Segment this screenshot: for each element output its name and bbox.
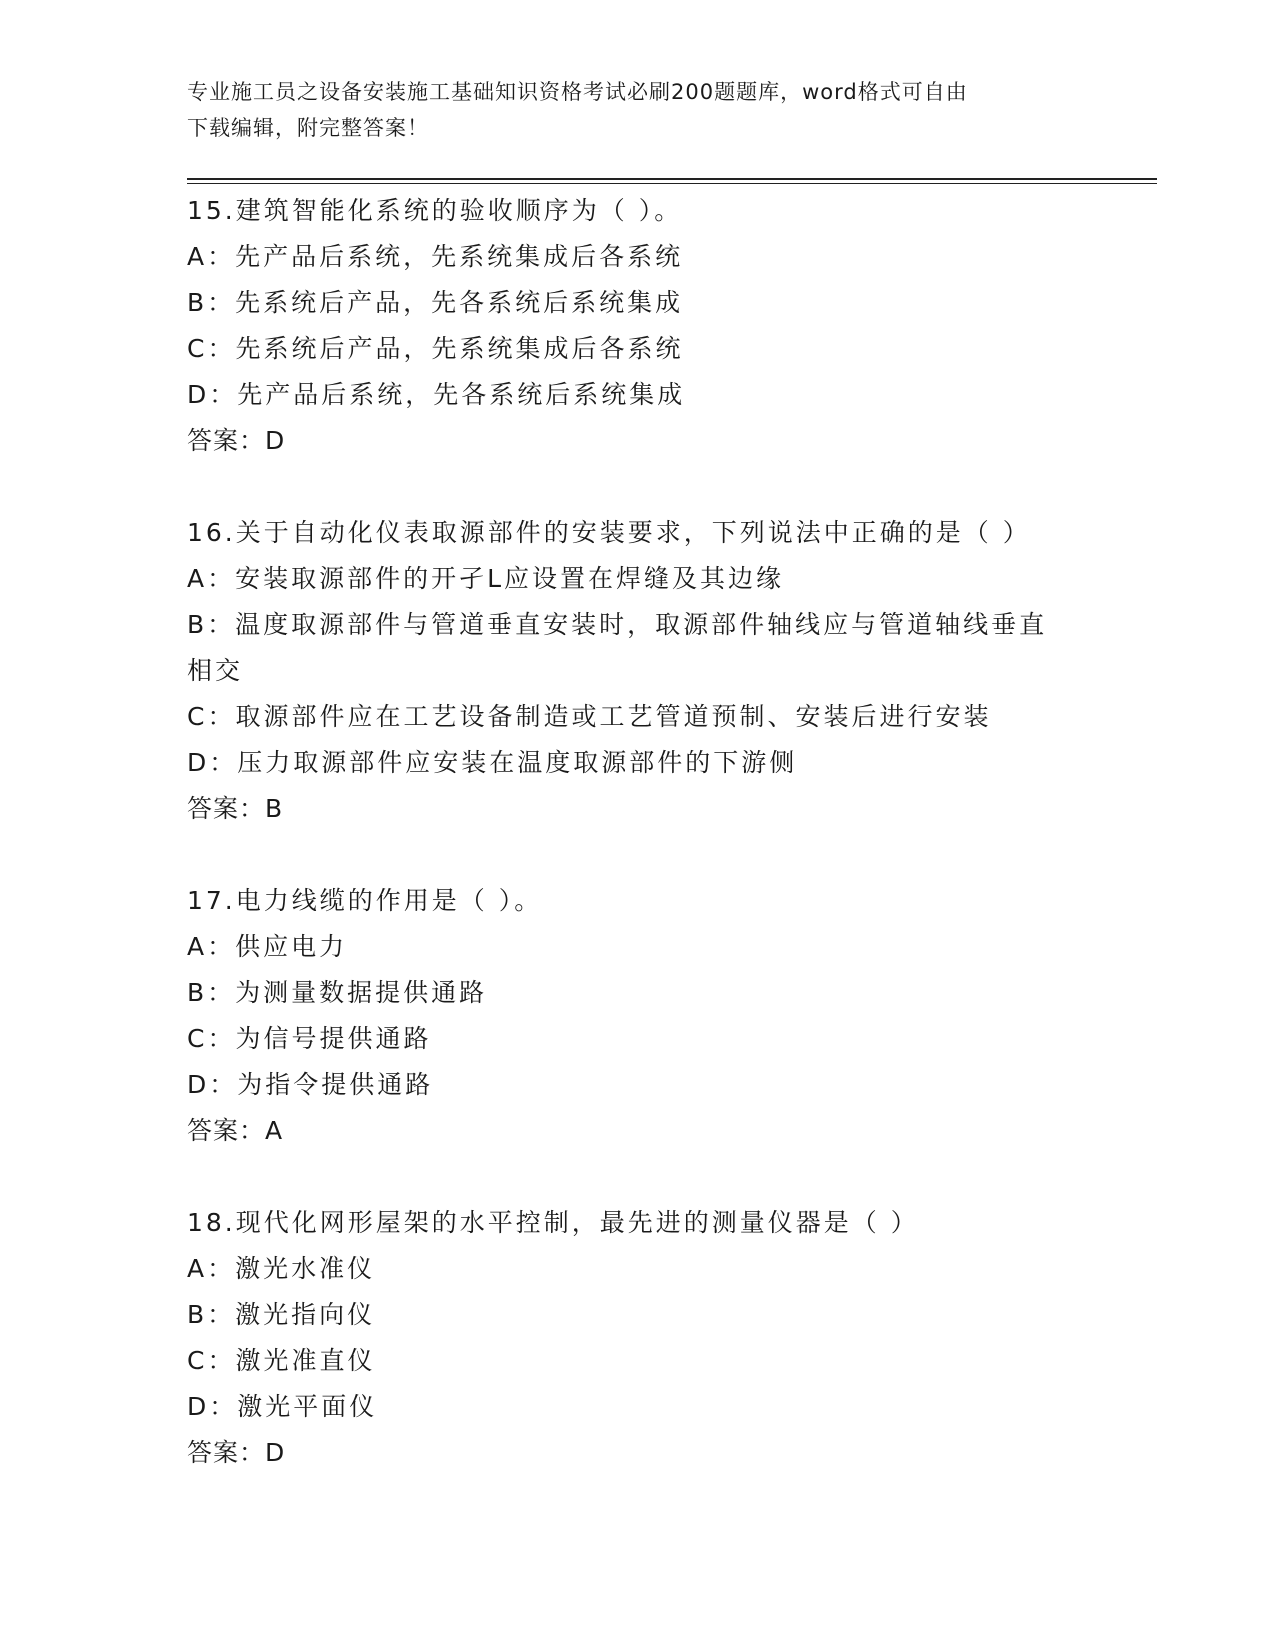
question-stem: 16.关于自动化仪表取源部件的安装要求，下列说法中正确的是（ ） (187, 518, 1031, 547)
option-d: D：激光平面仪 (187, 1392, 378, 1421)
answer-label: 答案：A (187, 1116, 284, 1145)
header-divider-thin (187, 183, 1157, 184)
answer-label: 答案：B (187, 794, 284, 823)
question-16 (187, 510, 1087, 832)
question-list (187, 188, 1087, 1522)
question-15 (187, 188, 1087, 464)
option-c: C：为信号提供通路 (187, 1024, 432, 1053)
option-a: A：先产品后系统，先系统集成后各系统 (187, 242, 684, 271)
question-17 (187, 878, 1087, 1154)
option-a: A：供应电力 (187, 932, 348, 961)
option-a: A：安装取源部件的开孑L应设置在焊缝及其边缘 (187, 564, 785, 593)
option-d: D：压力取源部件应安装在温度取源部件的下游侧 (187, 748, 798, 777)
option-c: C：先系统后产品，先系统集成后各系统 (187, 334, 684, 363)
header-line-1: 专业施工员之设备安装施工基础知识资格考试必刷200题题库，word格式可自由 (187, 80, 968, 104)
option-c: C：取源部件应在工艺设备制造或工艺管道预制、安装后进行安装 (187, 702, 992, 731)
option-d: D：为指令提供通路 (187, 1070, 434, 1099)
question-stem: 15.建筑智能化系统的验收顺序为（ ）。 (187, 196, 683, 225)
question-18 (187, 1200, 1087, 1476)
option-b: B：为测量数据提供通路 (187, 978, 488, 1007)
question-stem: 17.电力线缆的作用是（ ）。 (187, 886, 543, 915)
option-a: A：激光水准仪 (187, 1254, 376, 1283)
header-line-2: 下载编辑，附完整答案！ (187, 116, 429, 140)
option-d: D：先产品后系统，先各系统后系统集成 (187, 380, 686, 409)
option-c: C：激光准直仪 (187, 1346, 376, 1375)
option-b: B：激光指向仪 (187, 1300, 376, 1329)
option-b: B：温度取源部件与管道垂直安装时，取源部件轴线应与管道轴线垂直 (187, 610, 1048, 639)
question-stem: 18.现代化网形屋架的水平控制，最先进的测量仪器是（ ） (187, 1208, 919, 1237)
option-b: B：先系统后产品，先各系统后系统集成 (187, 288, 684, 317)
answer-label: 答案：D (187, 1438, 286, 1467)
option-b-continued: 相交 (187, 656, 244, 685)
header-divider-thick (187, 178, 1157, 180)
answer-label: 答案：D (187, 426, 286, 455)
document-header (187, 74, 1087, 146)
